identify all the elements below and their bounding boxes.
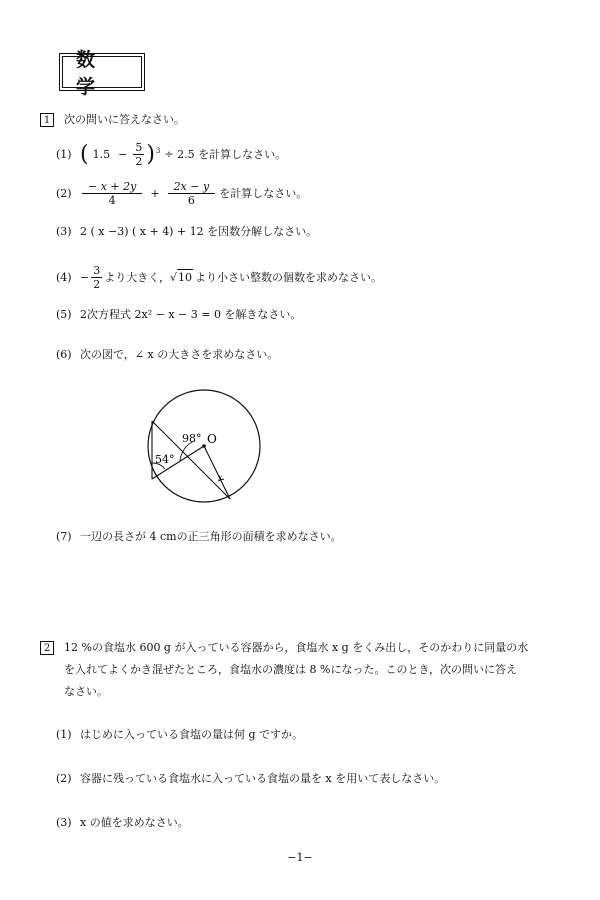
q1-item-1 <box>56 141 286 168</box>
item-label: (3) <box>56 225 72 238</box>
center-point <box>202 444 206 448</box>
center-label: O <box>207 432 217 446</box>
numerator: 2x − y <box>168 180 216 194</box>
item-label: (6) <box>56 348 72 361</box>
item-text: 2次方程式 2x² − x − 3 = 0 を解きなさい。 <box>80 308 302 321</box>
page-number: −1− <box>287 851 313 864</box>
denominator: 2 <box>135 155 143 168</box>
item-text: より小さい整数の個数を求めなさい。 <box>195 270 383 284</box>
q1-item-3 <box>56 224 317 240</box>
item-label: (7) <box>56 530 72 543</box>
q1-item-5 <box>56 307 301 323</box>
item-label: (2) <box>56 772 72 785</box>
exponent: 3 <box>155 147 161 155</box>
denominator: 6 <box>187 194 195 207</box>
item-label: (5) <box>56 308 72 321</box>
close-paren: ) <box>146 141 155 167</box>
q2-item-1 <box>56 727 303 743</box>
question-2-line-2: を入れてよくかき混ぜたところ，食塩水の濃度は 8 %になった。このとき，次の問いに答え <box>64 663 518 676</box>
fraction <box>91 264 102 291</box>
negative-sign: − <box>80 270 90 284</box>
angle-label-x: x <box>218 473 223 482</box>
question-1-intro: 次の問いに答えなさい。 <box>64 113 185 126</box>
q2-item-3 <box>56 815 189 831</box>
radius-lower <box>204 446 230 499</box>
item-label: (2) <box>56 186 72 200</box>
q2-item-2 <box>56 771 445 787</box>
q1-item-7 <box>56 529 342 545</box>
item-label: (1) <box>56 147 72 161</box>
root-sign: √ <box>170 270 178 284</box>
angle-label-98: 98° <box>182 432 202 445</box>
item-text: ÷ 2.5 を計算しなさい。 <box>164 147 287 161</box>
question-1-number: 1 <box>40 113 54 127</box>
operator: + <box>150 186 160 200</box>
item-text: 一辺の長さが 4 cmの正三角形の面積を求めなさい。 <box>80 530 342 543</box>
q1-item-4 <box>56 264 382 291</box>
numerator: 5 <box>135 141 143 154</box>
item-text-mid: より大きく， <box>104 270 170 284</box>
numerator: 3 <box>93 264 101 277</box>
fraction-1 <box>82 180 142 207</box>
fraction <box>133 141 144 168</box>
angle-label-54: 54° <box>155 453 175 466</box>
term-a: 1.5 <box>92 147 111 161</box>
item-text: x の値を求めなさい。 <box>80 816 189 829</box>
q1-item-6 <box>56 347 278 363</box>
q1-item-2 <box>56 180 307 207</box>
question-2-line-1: 12 %の食塩水 600 g が入っている容器から，食塩水 x g をくみ出し，そのかわりに同量の水 <box>64 641 529 654</box>
question-2-number: 2 <box>40 641 54 655</box>
item-label: (1) <box>56 728 72 741</box>
radicand: 10 <box>178 271 193 284</box>
page-title: 数 学 <box>62 56 142 88</box>
item-text: 次の図で，∠ x の大きさを求めなさい。 <box>80 348 279 361</box>
item-label: (4) <box>56 270 72 284</box>
question-2-line-3: なさい。 <box>64 685 108 698</box>
item-text: はじめに入っている食塩の量は何 g ですか。 <box>80 728 304 741</box>
denominator: 4 <box>108 194 116 207</box>
minus-sign: − <box>118 147 128 161</box>
numerator: − x + 2y <box>82 180 142 194</box>
item-label: (3) <box>56 816 72 829</box>
item-text: 容器に残っている食塩水に入っている食塩の量を x を用いて表しなさい。 <box>80 772 446 785</box>
circle-angle-figure <box>138 385 270 507</box>
fraction-2 <box>168 180 216 207</box>
item-text: を計算しなさい。 <box>219 186 308 200</box>
open-paren: ( <box>80 141 89 167</box>
item-text: 2 ( x −3) ( x + 4) + 12 を因数分解しなさい。 <box>80 225 318 238</box>
denominator: 2 <box>93 278 101 291</box>
